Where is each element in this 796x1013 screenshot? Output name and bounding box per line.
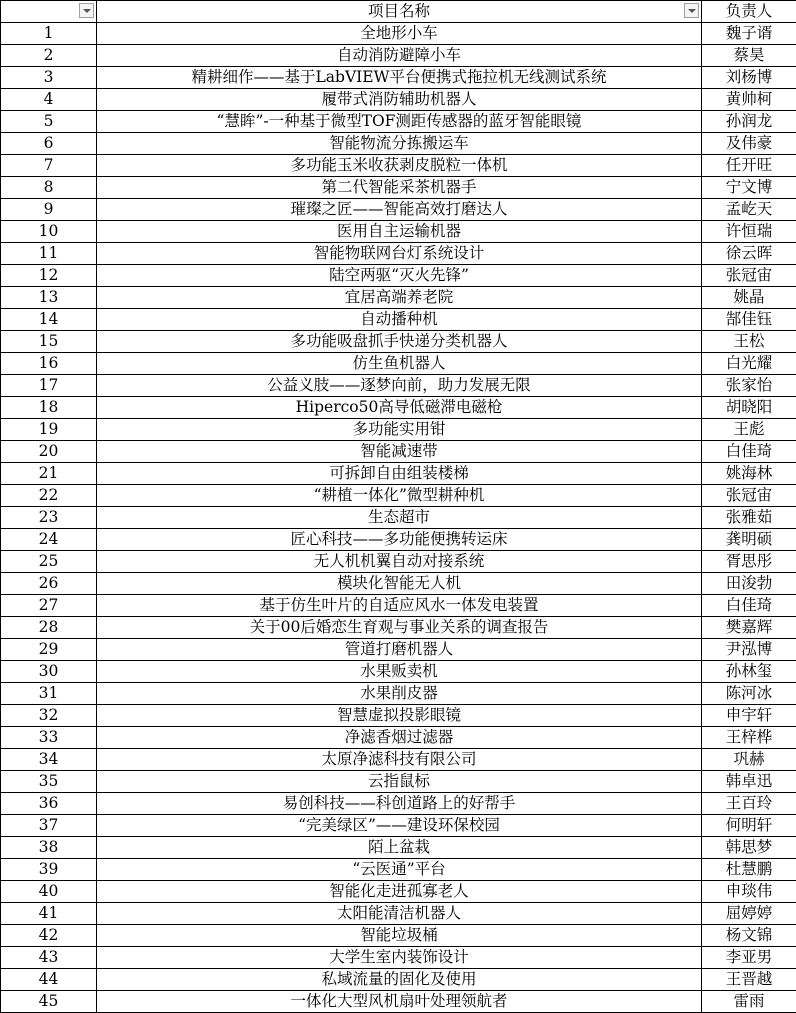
project-name-cell[interactable]: 太原净滤科技有限公司	[97, 749, 702, 771]
project-name-cell[interactable]: 仿生鱼机器人	[97, 353, 702, 375]
project-name-cell[interactable]: 无人机机翼自动对接系统	[97, 551, 702, 573]
table-row	[1, 903, 796, 925]
owner-cell[interactable]: 雷雨	[702, 991, 796, 1013]
owner-cell[interactable]: 魏子谞	[702, 23, 796, 45]
table-row	[1, 925, 796, 947]
owner-cell[interactable]: 蔡昊	[702, 45, 796, 67]
table-row	[1, 265, 796, 287]
project-name-cell[interactable]: 一体化大型风机扇叶处理领航者	[97, 991, 702, 1013]
row-number-cell[interactable]: 5	[1, 111, 97, 133]
row-number-cell[interactable]: 31	[1, 683, 97, 705]
owner-cell[interactable]: 孙林玺	[702, 661, 796, 683]
table-row	[1, 89, 796, 111]
table-row	[1, 199, 796, 221]
row-number-cell[interactable]: 9	[1, 199, 97, 221]
table-row	[1, 353, 796, 375]
table-row	[1, 375, 796, 397]
table-row	[1, 661, 796, 683]
row-number-cell[interactable]: 29	[1, 639, 97, 661]
owner-cell[interactable]: 白光耀	[702, 353, 796, 375]
table-row	[1, 683, 796, 705]
row-number-cell[interactable]: 13	[1, 287, 97, 309]
table-row	[1, 243, 796, 265]
owner-cell[interactable]: 徐云晖	[702, 243, 796, 265]
owner-cell[interactable]: 申琰伟	[702, 881, 796, 903]
header-number	[1, 1, 97, 23]
owner-cell[interactable]: 胡晓阳	[702, 397, 796, 419]
row-number-cell[interactable]: 27	[1, 595, 97, 617]
owner-cell[interactable]: 何明轩	[702, 815, 796, 837]
project-name-cell[interactable]: 多功能吸盘抓手快递分类机器人	[97, 331, 702, 353]
header-owner-label: 负责人	[726, 1, 773, 22]
owner-cell[interactable]: 宁文博	[702, 177, 796, 199]
project-name-cell[interactable]: 模块化智能无人机	[97, 573, 702, 595]
row-number-cell[interactable]: 22	[1, 485, 97, 507]
row-number-cell[interactable]: 14	[1, 309, 97, 331]
owner-cell[interactable]: 白佳琦	[702, 441, 796, 463]
row-number-cell[interactable]: 17	[1, 375, 97, 397]
row-number-cell[interactable]: 6	[1, 133, 97, 155]
project-name-cell[interactable]: 基于仿生叶片的自适应风水一体发电装置	[97, 595, 702, 617]
project-name-cell[interactable]: 宜居高端养老院	[97, 287, 702, 309]
owner-cell[interactable]: 陈河冰	[702, 683, 796, 705]
row-number-cell[interactable]: 34	[1, 749, 97, 771]
table-row	[1, 177, 796, 199]
owner-cell[interactable]: 张冠宙	[702, 485, 796, 507]
row-number-cell[interactable]: 11	[1, 243, 97, 265]
project-name-cell[interactable]: 智能化走进孤寡老人	[97, 881, 702, 903]
row-number-cell[interactable]: 15	[1, 331, 97, 353]
table-row	[1, 595, 796, 617]
row-number-cell[interactable]: 12	[1, 265, 97, 287]
owner-cell[interactable]: 任开旺	[702, 155, 796, 177]
owner-cell[interactable]: 杨文锦	[702, 925, 796, 947]
table-row	[1, 67, 796, 89]
project-name-cell[interactable]: 匠心科技——多功能便携转运床	[97, 529, 702, 551]
project-name-cell[interactable]: “云医通”平台	[97, 859, 702, 881]
owner-cell[interactable]: 姚海林	[702, 463, 796, 485]
project-name-cell[interactable]: 陌上盆栽	[97, 837, 702, 859]
table-row	[1, 771, 796, 793]
row-number-cell[interactable]: 32	[1, 705, 97, 727]
row-number-cell[interactable]: 21	[1, 463, 97, 485]
header-row	[1, 1, 796, 23]
project-name-cell[interactable]: 智慧虚拟投影眼镜	[97, 705, 702, 727]
row-number-cell[interactable]: 41	[1, 903, 97, 925]
owner-cell[interactable]: 张家怡	[702, 375, 796, 397]
row-number-cell[interactable]: 30	[1, 661, 97, 683]
project-name-cell[interactable]: 陆空两驱“灭火先锋”	[97, 265, 702, 287]
row-number-cell[interactable]: 26	[1, 573, 97, 595]
table-row	[1, 133, 796, 155]
filter-dropdown-icon[interactable]	[79, 3, 94, 18]
row-number-cell[interactable]: 23	[1, 507, 97, 529]
project-name-cell[interactable]: 智能物联网台灯系统设计	[97, 243, 702, 265]
project-name-cell[interactable]: “耕植一体化”微型耕种机	[97, 485, 702, 507]
owner-cell[interactable]: 郜佳钰	[702, 309, 796, 331]
table-row	[1, 485, 796, 507]
row-number-cell[interactable]: 4	[1, 89, 97, 111]
project-name-cell[interactable]: 私域流量的固化及使用	[97, 969, 702, 991]
table-row	[1, 111, 796, 133]
project-name-cell[interactable]: “完美绿区”——建设环保校园	[97, 815, 702, 837]
owner-cell[interactable]: 姚晶	[702, 287, 796, 309]
project-name-cell[interactable]: 管道打磨机器人	[97, 639, 702, 661]
table-row	[1, 815, 796, 837]
owner-cell[interactable]: 王晋越	[702, 969, 796, 991]
row-number-cell[interactable]: 36	[1, 793, 97, 815]
table-row	[1, 155, 796, 177]
table-row	[1, 331, 796, 353]
row-number-cell[interactable]: 43	[1, 947, 97, 969]
table-row	[1, 45, 796, 67]
owner-cell[interactable]: 王彪	[702, 419, 796, 441]
table-row	[1, 573, 796, 595]
table-row	[1, 793, 796, 815]
owner-cell[interactable]: 杜慧鹏	[702, 859, 796, 881]
project-name-cell[interactable]: 水果贩卖机	[97, 661, 702, 683]
owner-cell[interactable]: 韩卓迅	[702, 771, 796, 793]
owner-cell[interactable]: 孙润龙	[702, 111, 796, 133]
table-row	[1, 287, 796, 309]
owner-cell[interactable]: 刘杨博	[702, 67, 796, 89]
row-number-cell[interactable]: 24	[1, 529, 97, 551]
project-name-cell[interactable]: 智能物流分拣搬运车	[97, 133, 702, 155]
table-row	[1, 727, 796, 749]
row-number-cell[interactable]: 20	[1, 441, 97, 463]
project-name-cell[interactable]: 璀璨之匠——智能高效打磨达人	[97, 199, 702, 221]
owner-cell[interactable]: 胥思彤	[702, 551, 796, 573]
project-name-cell[interactable]: 关于00后婚恋生育观与事业关系的调查报告	[97, 617, 702, 639]
owner-cell[interactable]: 樊嘉辉	[702, 617, 796, 639]
row-number-cell[interactable]: 18	[1, 397, 97, 419]
row-number-cell[interactable]: 2	[1, 45, 97, 67]
row-number-cell[interactable]: 35	[1, 771, 97, 793]
project-name-cell[interactable]: 水果削皮器	[97, 683, 702, 705]
project-name-cell[interactable]: 智能减速带	[97, 441, 702, 463]
filter-dropdown-icon[interactable]	[684, 3, 699, 18]
header-project-name-label: 项目名称	[368, 1, 430, 22]
owner-cell[interactable]: 田浚勃	[702, 573, 796, 595]
owner-cell[interactable]: 黄帅柯	[702, 89, 796, 111]
project-name-cell[interactable]: 多功能玉米收获剥皮脱粒一体机	[97, 155, 702, 177]
owner-cell[interactable]: 白佳琦	[702, 595, 796, 617]
header-project-name	[97, 1, 702, 23]
row-number-cell[interactable]: 8	[1, 177, 97, 199]
row-number-cell[interactable]: 33	[1, 727, 97, 749]
owner-cell[interactable]: 申宇轩	[702, 705, 796, 727]
project-name-cell[interactable]: 生态超市	[97, 507, 702, 529]
table-row	[1, 309, 796, 331]
owner-cell[interactable]: 许恒瑞	[702, 221, 796, 243]
project-name-cell[interactable]: 智能垃圾桶	[97, 925, 702, 947]
project-name-cell[interactable]: 全地形小车	[97, 23, 702, 45]
table-row	[1, 991, 796, 1013]
row-number-cell[interactable]: 16	[1, 353, 97, 375]
table-row	[1, 705, 796, 727]
row-number-cell[interactable]: 42	[1, 925, 97, 947]
owner-cell[interactable]: 韩思梦	[702, 837, 796, 859]
owner-cell[interactable]: 张冠宙	[702, 265, 796, 287]
table-row	[1, 551, 796, 573]
project-name-cell[interactable]: 易创科技——科创道路上的好帮手	[97, 793, 702, 815]
project-name-cell[interactable]: 公益义肢——逐梦向前，助力发展无限	[97, 375, 702, 397]
row-number-cell[interactable]: 38	[1, 837, 97, 859]
row-number-cell[interactable]: 45	[1, 991, 97, 1013]
table-row	[1, 23, 796, 45]
row-number-cell[interactable]: 19	[1, 419, 97, 441]
project-name-cell[interactable]: 第二代智能采茶机器手	[97, 177, 702, 199]
table-row	[1, 397, 796, 419]
project-name-cell[interactable]: Hiperco50高导低磁滞电磁枪	[97, 397, 702, 419]
table-row	[1, 529, 796, 551]
project-name-cell[interactable]: 医用自主运输机器	[97, 221, 702, 243]
table-body	[1, 23, 796, 1013]
table-row	[1, 969, 796, 991]
owner-cell[interactable]: 张雅茹	[702, 507, 796, 529]
table-row	[1, 441, 796, 463]
row-number-cell[interactable]: 3	[1, 67, 97, 89]
row-number-cell[interactable]: 1	[1, 23, 97, 45]
row-number-cell[interactable]: 44	[1, 969, 97, 991]
table-row	[1, 463, 796, 485]
row-number-cell[interactable]: 39	[1, 859, 97, 881]
owner-cell[interactable]: 孟屹天	[702, 199, 796, 221]
owner-cell[interactable]: 李亚男	[702, 947, 796, 969]
project-name-cell[interactable]: 自动播种机	[97, 309, 702, 331]
table-row	[1, 507, 796, 529]
row-number-cell[interactable]: 7	[1, 155, 97, 177]
project-name-cell[interactable]: 多功能实用钳	[97, 419, 702, 441]
table-row	[1, 947, 796, 969]
owner-cell[interactable]: 王松	[702, 331, 796, 353]
row-number-cell[interactable]: 25	[1, 551, 97, 573]
project-name-cell[interactable]: “慧眸”-一种基于微型TOF测距传感器的蓝牙智能眼镜	[97, 111, 702, 133]
project-name-cell[interactable]: 云指鼠标	[97, 771, 702, 793]
table-row	[1, 837, 796, 859]
project-name-cell[interactable]: 自动消防避障小车	[97, 45, 702, 67]
owner-cell[interactable]: 巩赫	[702, 749, 796, 771]
owner-cell[interactable]: 尹泓博	[702, 639, 796, 661]
header-owner	[702, 1, 796, 23]
row-number-cell[interactable]: 37	[1, 815, 97, 837]
owner-cell[interactable]: 及伟豪	[702, 133, 796, 155]
project-name-cell[interactable]: 太阳能清洁机器人	[97, 903, 702, 925]
table-row	[1, 221, 796, 243]
table-row	[1, 859, 796, 881]
owner-cell[interactable]: 王百玲	[702, 793, 796, 815]
owner-cell[interactable]: 龚明硕	[702, 529, 796, 551]
project-name-cell[interactable]: 可拆卸自由组装楼梯	[97, 463, 702, 485]
row-number-cell[interactable]: 10	[1, 221, 97, 243]
table-row	[1, 617, 796, 639]
project-name-cell[interactable]: 履带式消防辅助机器人	[97, 89, 702, 111]
project-name-cell[interactable]: 大学生室内装饰设计	[97, 947, 702, 969]
owner-cell[interactable]: 王梓桦	[702, 727, 796, 749]
table-row	[1, 881, 796, 903]
project-name-cell[interactable]: 精耕细作——基于LabVIEW平台便携式拖拉机无线测试系统	[97, 67, 702, 89]
project-name-cell[interactable]: 净滤香烟过滤器	[97, 727, 702, 749]
row-number-cell[interactable]: 40	[1, 881, 97, 903]
owner-cell[interactable]: 屈婷婷	[702, 903, 796, 925]
table-row	[1, 639, 796, 661]
table-row	[1, 419, 796, 441]
row-number-cell[interactable]: 28	[1, 617, 97, 639]
table-row	[1, 749, 796, 771]
